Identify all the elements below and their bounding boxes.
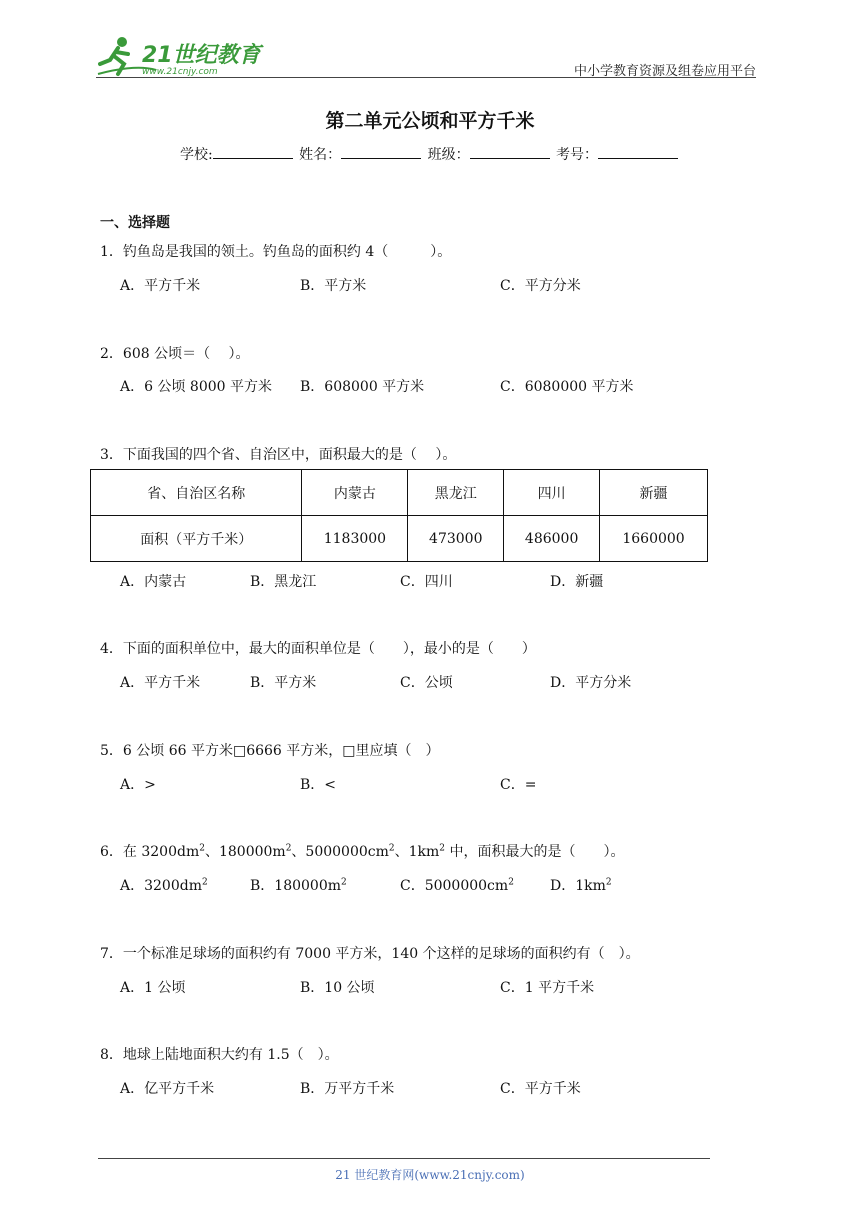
table-cell: 新疆 [600,470,708,516]
option-b: B．10 公顷 [300,980,375,996]
table-cell: 473000 [408,516,504,562]
superscript: 2 [605,877,612,888]
question-2: 2．608 公顷＝（ ）。 [100,346,250,362]
logo-url: www.21cnjy.com [142,67,218,77]
table-cell: 内蒙古 [302,470,408,516]
exam-no-label: 考号： [556,147,599,163]
student-info [0,144,860,164]
option-a: A．平方千米 [120,278,201,294]
footer-link[interactable]: 21 世纪教育网(www.21cnjy.com) [335,1168,525,1182]
question-7: 7．一个标准足球场的面积约有 7000 平方米，140 个这样的足球场的面积约有（ ）。 [100,946,640,962]
option-a: A．平方千米 [120,675,201,691]
option-text: C．5000000cm [400,878,509,894]
q6-part: 中，面积最大的是（ ）。 [445,844,625,860]
footer-divider [98,1158,710,1159]
table-cell: 面积（平方千米） [91,516,302,562]
question-5: 5．6 公顷 66 平方米□6666 平方米，□里应填（ ） [100,743,440,759]
option-c: C．四川 [400,574,453,590]
class-label: 班级： [427,147,470,163]
option-b: B．平方米 [300,278,367,294]
table-cell: 省、自治区名称 [91,470,302,516]
option-a: A．> [120,777,156,793]
table-cell: 1183000 [302,516,408,562]
question-8: 8．地球上陆地面积大约有 1.5（ ）。 [100,1047,339,1063]
option-a: A．亿平方千米 [120,1081,215,1097]
header-divider [96,77,756,78]
class-blank [470,144,550,159]
option-b: B．平方米 [250,675,317,691]
superscript: 2 [508,877,514,888]
option-b [250,875,347,895]
superscript: 2 [201,877,208,888]
superscript: 2 [341,877,347,888]
table-header-row [91,470,708,516]
q6-part: 、1km [394,844,440,860]
school-blank [213,144,293,159]
table-cell: 486000 [504,516,600,562]
logo-text: 21世纪教育 [142,43,261,68]
option-c: C．平方千米 [500,1081,581,1097]
option-d: D．平方分米 [550,675,632,691]
option-c [400,875,514,895]
question-4: 4．下面的面积单位中，最大的面积单位是（ ），最小的是（ ） [100,641,536,657]
logo [96,34,266,80]
superscript: 2 [285,843,292,854]
option-a [120,875,208,895]
option-b: B．万平方千米 [300,1081,395,1097]
q6-part: 6．在 3200dm [100,844,200,860]
exam-no-blank [598,144,678,159]
option-b: B．< [300,777,337,793]
school-label: 学校: [179,147,213,163]
option-c: C．公顷 [400,675,453,691]
question-1: 1．钓鱼岛是我国的领土。钓鱼岛的面积约 4（ ）。 [100,244,452,260]
table-cell: 1660000 [600,516,708,562]
option-b: B．黑龙江 [250,574,317,590]
option-a: A．1 公顷 [120,980,186,996]
option-a: A．6 公顷 8000 平方米 [120,379,272,395]
option-d: D．新疆 [550,574,604,590]
question-6 [100,841,624,861]
option-d [550,875,612,895]
question-3: 3．下面我国的四个省、自治区中，面积最大的是（ ）。 [100,447,457,463]
section-heading: 一、选择题 [100,215,170,231]
name-label: 姓名： [299,147,342,163]
table-cell: 四川 [504,470,600,516]
option-c: C．平方分米 [500,278,581,294]
name-blank [341,144,421,159]
table-cell: 黑龙江 [408,470,504,516]
q6-part: 、180000m [204,844,286,860]
area-table [90,469,708,562]
option-c: C．1 平方千米 [500,980,595,996]
q6-part: 、5000000cm [291,844,389,860]
option-a: A．内蒙古 [120,574,187,590]
superscript: 2 [199,843,205,854]
option-b: B．608000 平方米 [300,379,425,395]
platform-name: 中小学教育资源及组卷应用平台 [573,64,756,79]
option-text: B．180000m [250,878,342,894]
superscript: 2 [439,843,446,854]
option-text: D．1km [550,878,606,894]
option-text: A．3200dm [120,878,202,894]
option-c: C．= [500,777,537,793]
table-row [91,516,708,562]
option-c: C．6080000 平方米 [500,379,634,395]
superscript: 2 [388,843,395,854]
page-title: 第二单元公顷和平方千米 [325,110,535,132]
